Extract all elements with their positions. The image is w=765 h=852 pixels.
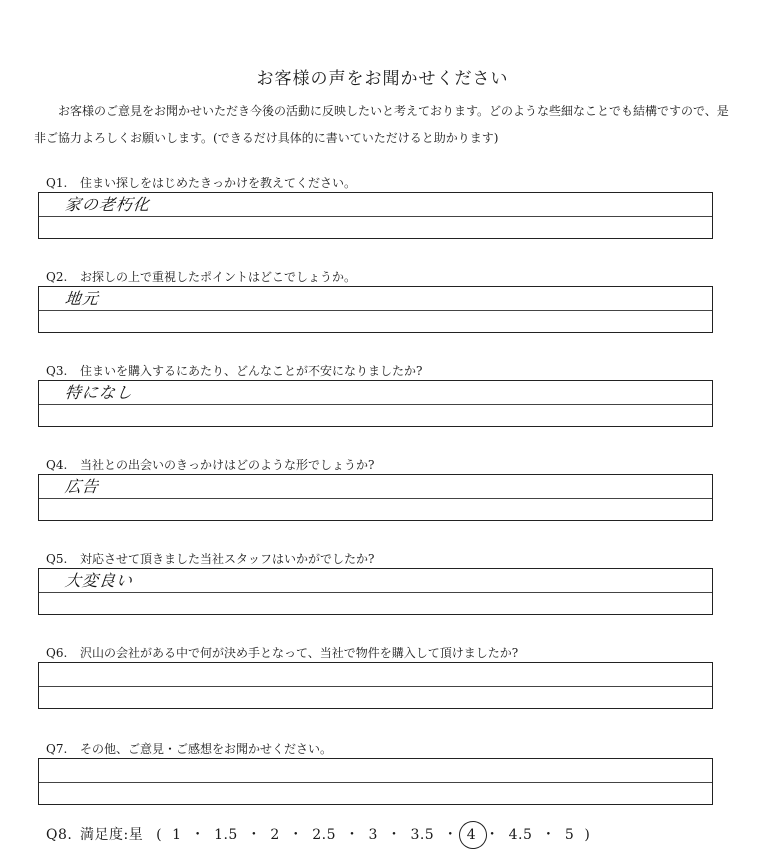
- answer-line-divider: [39, 404, 712, 405]
- question-q5: [46, 550, 374, 567]
- answer-box-q6[interactable]: [38, 662, 713, 709]
- question-number: Q3.: [46, 364, 68, 378]
- question-text: 沢山の会社がある中で何が決め手となって、当社で物件を購入して頂けましたか?: [80, 646, 519, 660]
- rating-option[interactable]: 5: [564, 827, 575, 843]
- rating-option[interactable]: 3: [368, 827, 378, 843]
- question-text: 住まい探しをはじめたきっかけを教えてください。: [80, 176, 357, 190]
- question-q1: [46, 174, 356, 191]
- question-number: Q2.: [46, 270, 68, 284]
- rating-option[interactable]: 2.5: [312, 827, 337, 843]
- answer-box-q1[interactable]: [38, 192, 713, 239]
- answer-line-divider: [39, 498, 712, 499]
- rating-separator: ・: [190, 827, 206, 843]
- rating-close-paren: ): [584, 827, 591, 843]
- survey-title: お客様の声をお聞かせください: [256, 69, 509, 89]
- rating-open-paren: (: [156, 827, 163, 843]
- question-number: Q7.: [46, 742, 68, 756]
- rating-option[interactable]: 4.5: [508, 827, 533, 843]
- question-number: Q8.: [46, 827, 73, 843]
- survey-intro: お客様のご意見をお聞かせいただき今後の活動に反映したいと考えております。どのような些細なことでも結構ですので、是非ご協力よろしくお願いします。(できるだけ具体的に書いていただけると助かります): [34, 104, 729, 145]
- handwritten-answer: 大変良い: [63, 571, 134, 590]
- rating-separator: ・: [485, 827, 500, 843]
- question-text: 対応させて頂きました当社スタッフはいかがでしたか?: [80, 552, 375, 566]
- question-q4: [46, 456, 374, 473]
- answer-box-q3[interactable]: [38, 380, 713, 427]
- rating-separator: ・: [246, 827, 262, 843]
- rating-separator: ・: [345, 827, 360, 843]
- rating-option[interactable]: 3.5: [410, 827, 435, 843]
- rating-separator: ・: [288, 827, 304, 843]
- rating-q8: [46, 824, 590, 844]
- answer-line-divider: [39, 782, 712, 783]
- rating-option-selected[interactable]: 4: [466, 827, 477, 843]
- question-text: お探しの上で重視したポイントはどこでしょうか。: [80, 270, 357, 284]
- answer-box-q2[interactable]: [38, 286, 713, 333]
- rating-label: 満足度:星: [80, 827, 144, 843]
- rating-option[interactable]: 1.5: [214, 827, 238, 843]
- question-number: Q6.: [46, 646, 68, 660]
- rating-option[interactable]: 1: [172, 827, 182, 843]
- question-q7: [46, 740, 332, 757]
- answer-line-divider: [39, 592, 712, 593]
- handwritten-answer: 地元: [63, 289, 100, 308]
- question-number: Q4.: [46, 458, 68, 472]
- answer-line-divider: [39, 216, 712, 217]
- question-number: Q5.: [46, 552, 68, 566]
- handwritten-answer: 家の老朽化: [63, 195, 151, 214]
- answer-box-q4[interactable]: [38, 474, 713, 521]
- rating-option[interactable]: 2: [270, 827, 280, 843]
- question-text: 住まいを購入するにあたり、どんなことが不安になりましたか?: [80, 364, 423, 378]
- handwritten-answer: 広告: [63, 477, 100, 496]
- question-text: 当社との出会いのきっかけはどのような形でしょうか?: [80, 458, 375, 472]
- rating-separator: ・: [443, 827, 458, 843]
- handwritten-answer: 特になし: [63, 383, 134, 402]
- rating-separator: ・: [386, 827, 402, 843]
- rating-options: [170, 827, 576, 843]
- question-text: その他、ご意見・ご感想をお聞かせください。: [80, 742, 333, 756]
- rating-separator: ・: [541, 827, 556, 843]
- answer-box-q7[interactable]: [38, 758, 713, 805]
- question-number: Q1.: [46, 176, 68, 190]
- answer-line-divider: [39, 310, 712, 311]
- question-q6: [46, 644, 518, 661]
- answer-box-q5[interactable]: [38, 568, 713, 615]
- answer-line-divider: [39, 686, 712, 687]
- question-q3: [46, 362, 422, 379]
- question-q2: [46, 268, 356, 285]
